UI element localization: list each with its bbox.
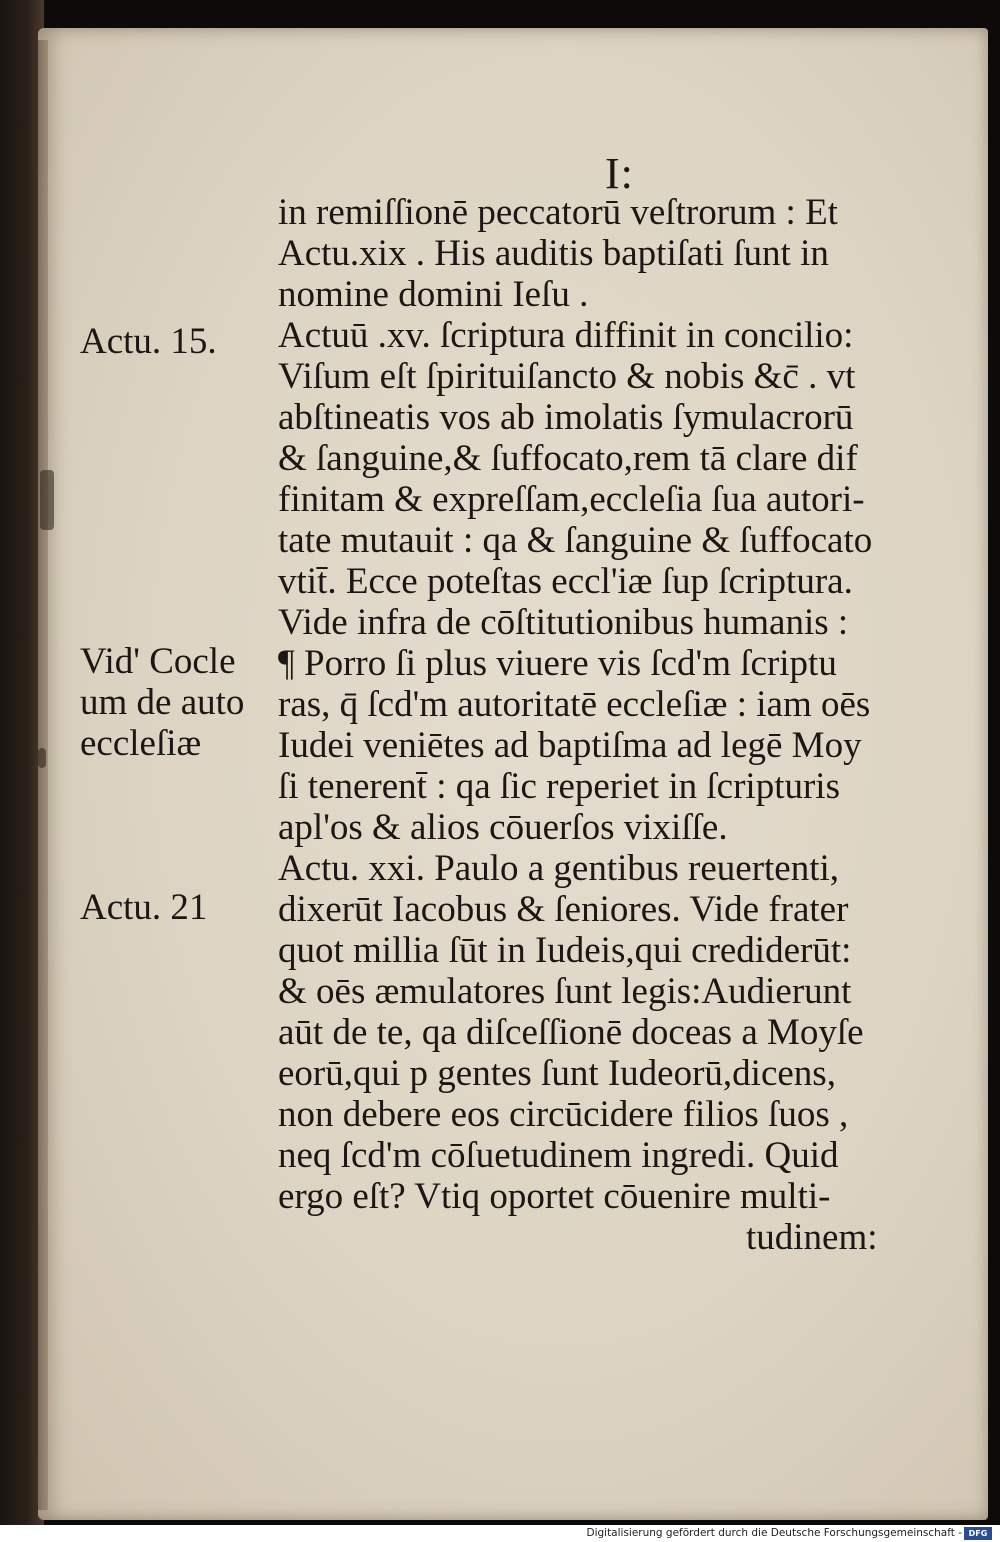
text-line: apl'os & alios cōuerſos vixiſſe. [278, 807, 728, 848]
margin-note-acts-15: Actu. 15. [80, 321, 217, 362]
text-line: eorū,qui p gentes ſunt Iudeorū,dicens, [278, 1053, 836, 1094]
text-line: Actu.xix . His auditis baptiſati ſunt in [278, 233, 829, 274]
page-gutter [38, 40, 48, 1510]
text-line: Actu. xxi. Paulo a gentibus reuertenti, [278, 848, 840, 889]
text-line: ¶ Porro ſi plus viuere vis ſcd'm ſcriptu [278, 643, 837, 684]
digitization-credit: Digitalisierung gefördert durch die Deutsche Forschungsgemeinschaft - [586, 1527, 962, 1539]
dfg-logo: DFG [964, 1527, 992, 1540]
ink-speck [38, 748, 46, 768]
text-line: Actuū .xv. ſcriptura diffinit in concilio: [278, 315, 854, 356]
ink-speck [40, 470, 54, 530]
margin-note-acts-21: Actu. 21 [80, 887, 208, 928]
text-line: & oēs æmulatores ſunt legis:Audierunt [278, 971, 852, 1012]
text-line: quot millia ſūt in Iudeis,qui crediderūt: [278, 930, 852, 971]
text-line: abſtineatis vos ab imolatis ſymulacrorū [278, 397, 854, 438]
text-line: ergo eſt? Vtiq oportet cōuenire multi- [278, 1176, 831, 1217]
margin-note-line: Vid' Cocle [80, 641, 236, 682]
text-line: dixerūt Iacobus & ſeniores. Vide frater [278, 889, 849, 930]
folio-signature: I: [605, 149, 634, 198]
margin-note-cochlaeus [80, 641, 244, 764]
text-line: Vide infra de cōſtitutionibus humanis : [278, 602, 849, 643]
margin-note-line: um de auto [80, 682, 245, 723]
text-line: nomine domini Ieſu . [278, 274, 589, 315]
catchword: tudinem: [746, 1217, 878, 1258]
margin-note-line: eccleſiæ [80, 723, 202, 764]
text-line: ras, q̄ ſcd'm autoritatē eccleſiæ : iam oēs [278, 684, 871, 725]
text-line: finitam & expreſſam,eccleſia ſua autori- [278, 479, 865, 520]
text-line: aūt de te, qa diſceſſionē doceas a Moyſe [278, 1012, 864, 1053]
text-line: in remiſſionē peccatorū veſtrorum : Et [278, 192, 838, 233]
text-line: non debere eos circūcidere filios ſuos , [278, 1094, 849, 1135]
main-text-block [278, 192, 950, 1258]
text-line: Viſum eſt ſpirituiſancto & nobis &c̄ . vt [278, 356, 856, 397]
text-line: ſi tenerent̄ : qa ſic reperiet in ſcripturis [278, 766, 840, 807]
text-line: tate mutauit : qa & ſanguine & ſuffocato [278, 520, 873, 561]
text-line: neq ſcd'm cōſuetudinem ingredi. Quid [278, 1135, 839, 1176]
text-line: & ſanguine,& ſuffocato,rem tā clare dif [278, 438, 858, 479]
text-line: vtit̄. Ecce poteſtas eccl'iæ ſup ſcriptura. [278, 561, 853, 602]
text-line: Iudei veniētes ad baptiſma ad legē Moy [278, 725, 862, 766]
